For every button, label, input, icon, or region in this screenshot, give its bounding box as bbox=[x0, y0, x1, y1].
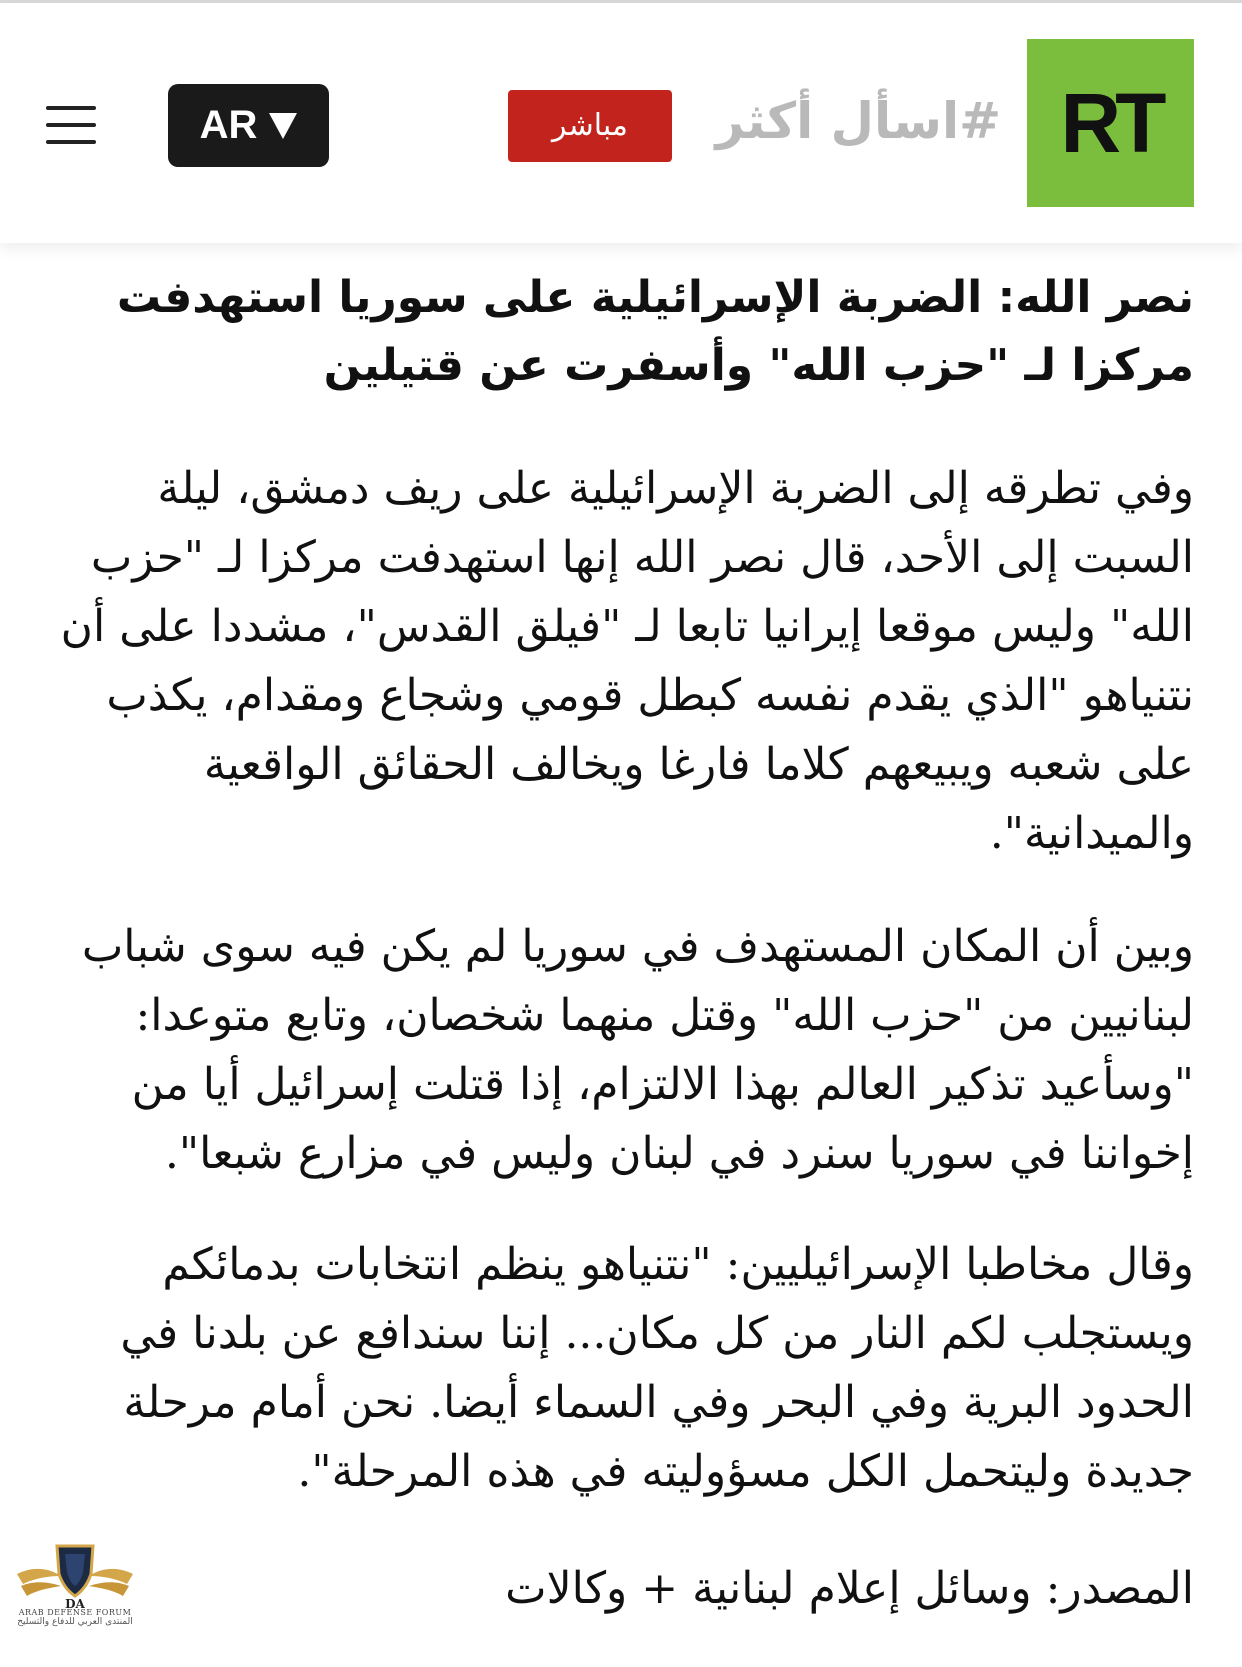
caret-down-icon bbox=[269, 113, 297, 139]
language-selector[interactable] bbox=[168, 84, 329, 167]
article-paragraph: وبين أن المكان المستهدف في سوريا لم يكن فيه سوى شباب لبنانيين من "حزب الله" وقتل منهما شخصان، وتابع متوعدا: "وسأعيد تذكير العالم بهذا الالتزام، إذا قتلت إسرائيل أيا من إخواننا في سوريا سنرد في لبنان وليس في مزارع شبعا". bbox=[81, 921, 1194, 1179]
article-source: المصدر: وسائل إعلام لبنانية + وكالات bbox=[505, 1563, 1194, 1614]
menu-bar bbox=[46, 123, 96, 127]
watermark-english-name: ARAB DEFENSE FORUM bbox=[18, 1608, 132, 1617]
live-button[interactable]: مباشر bbox=[508, 90, 672, 162]
article-body bbox=[58, 264, 1194, 1667]
menu-bar bbox=[46, 140, 96, 144]
site-header bbox=[0, 3, 1242, 243]
rt-logo[interactable] bbox=[1027, 39, 1194, 207]
article-paragraph: وفي تطرقه إلى الضربة الإسرائيلية على ريف دمشق، ليلة السبت إلى الأحد، قال نصر الله إنها استهدفت مركزا لـ "حزب الله" وليس موقعا إيرانيا تابعا لـ "فيلق القدس"، مشددا على أن نتنياهو "الذي يقدم نفسه كبطل قومي وشجاع ومقدام، يكذب على شعبه ويبيعهم كلاما فارغا ويخالف الحقائق الواقعية والميدانية". bbox=[60, 463, 1194, 859]
watermark-arabic-name: المنتدى العربي للدفاع والتسليح bbox=[17, 1617, 133, 1627]
emblem-letters: DA bbox=[65, 1597, 85, 1610]
article-paragraph: وقال مخاطبا الإسرائيليين: "نتنياهو ينظم انتخابات بدمائكم ويستجلب لكم النار من كل مكان... إننا سندافع عن بلدنا في الحدود البرية وفي البحر وفي السماء أيضا. نحن أمام مرحلة جديدة وليتحمل الكل مسؤوليته في هذه المرحلة". bbox=[120, 1239, 1194, 1497]
rt-logo-text: RT bbox=[1060, 76, 1161, 170]
ask-more-hashtag[interactable]: #اسأل أكثر bbox=[715, 92, 1001, 150]
forum-watermark bbox=[8, 1540, 142, 1650]
menu-bar bbox=[46, 106, 96, 110]
hamburger-menu-icon[interactable] bbox=[46, 106, 96, 144]
shield-wings-emblem-icon bbox=[13, 1540, 137, 1610]
language-label: AR bbox=[199, 103, 258, 147]
article-headline: نصر الله: الضربة الإسرائيلية على سوريا استهدفت مركزا لـ "حزب الله" وأسفرت عن قتيلين bbox=[116, 272, 1194, 391]
